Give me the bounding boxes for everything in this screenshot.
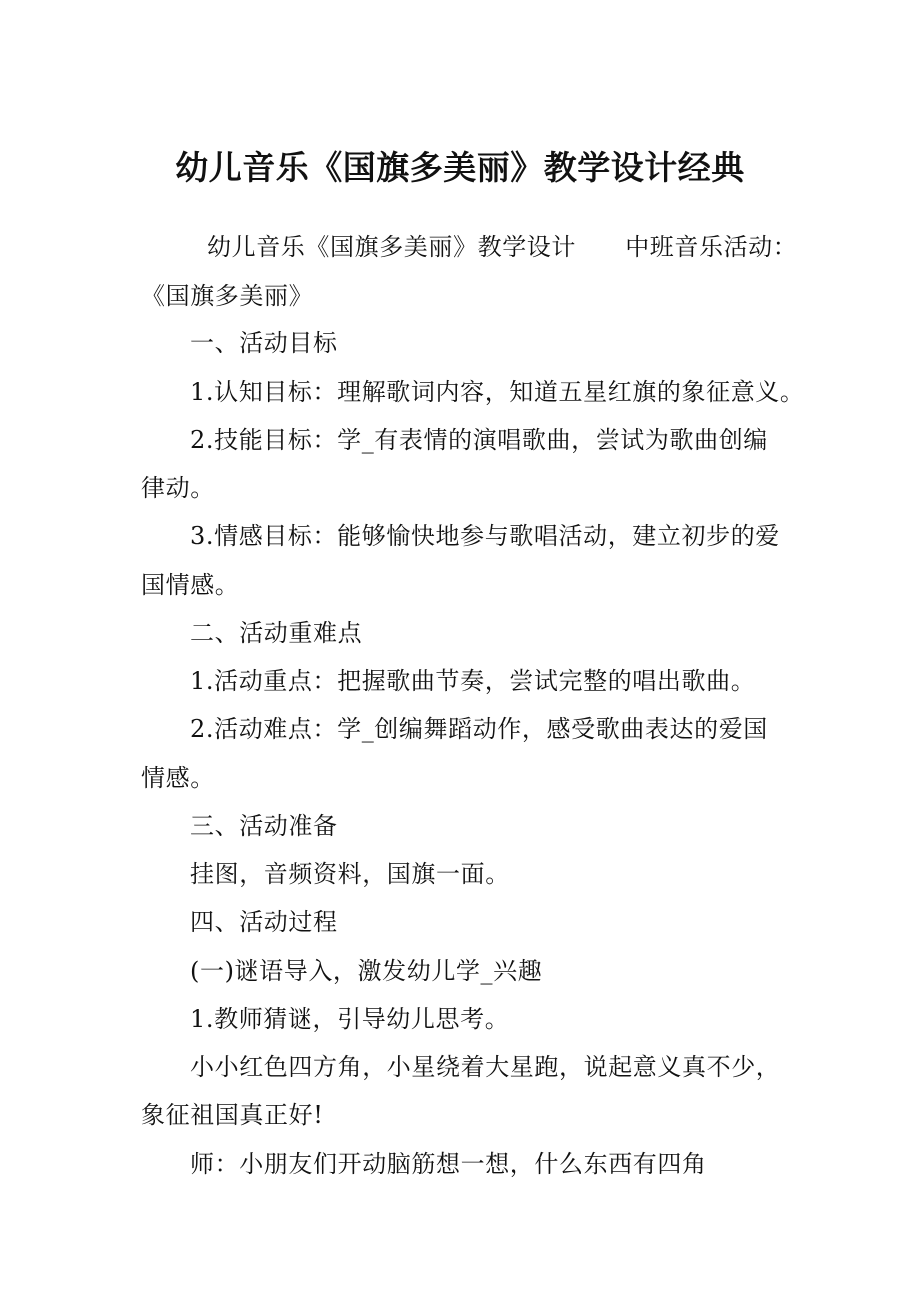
paragraph-line: 幼儿音乐《国旗多美丽》教学设计 中班音乐活动： xyxy=(207,233,798,261)
paragraph-line: 1.教师猜谜，引导幼儿思考。 xyxy=(190,1005,510,1033)
paragraph-line: 象征祖国真正好! xyxy=(141,1101,324,1129)
paragraph-line: 1.认知目标：理解歌词内容，知道五星红旗的象征意义。 xyxy=(190,378,805,406)
paragraph-line: 2.活动难点：学_创编舞蹈动作，感受歌曲表达的爱国 xyxy=(190,715,768,743)
paragraph-line: 1.活动重点：把握歌曲节奏，尝试完整的唱出歌曲。 xyxy=(190,667,756,695)
section-heading: 一、活动目标 xyxy=(190,329,338,357)
paragraph-line: 2.技能目标：学_有表情的演唱歌曲，尝试为歌曲创编 xyxy=(190,426,768,454)
section-heading: 二、活动重难点 xyxy=(190,619,363,647)
section-heading: 三、活动准备 xyxy=(190,812,338,840)
section-heading: 四、活动过程 xyxy=(190,908,338,936)
paragraph-line: 《国旗多美丽》 xyxy=(141,282,314,310)
paragraph-line: 国情感。 xyxy=(141,571,240,599)
paragraph-line: (一)谜语导入，激发幼儿学_兴趣 xyxy=(190,957,543,985)
paragraph-line: 师：小朋友们开动脑筋想一想，什么东西有四角 xyxy=(190,1150,707,1178)
document-title: 幼儿音乐《国旗多美丽》教学设计经典 xyxy=(175,148,745,187)
paragraph-line: 小小红色四方角，小星绕着大星跑，说起意义真不少， xyxy=(190,1053,781,1081)
paragraph-line: 3.情感目标：能够愉快地参与歌唱活动，建立初步的爱 xyxy=(190,522,780,550)
paragraph-line: 挂图，音频资料，国旗一面。 xyxy=(190,860,510,888)
paragraph-line: 情感。 xyxy=(141,764,215,792)
paragraph-line: 律动。 xyxy=(141,474,215,502)
